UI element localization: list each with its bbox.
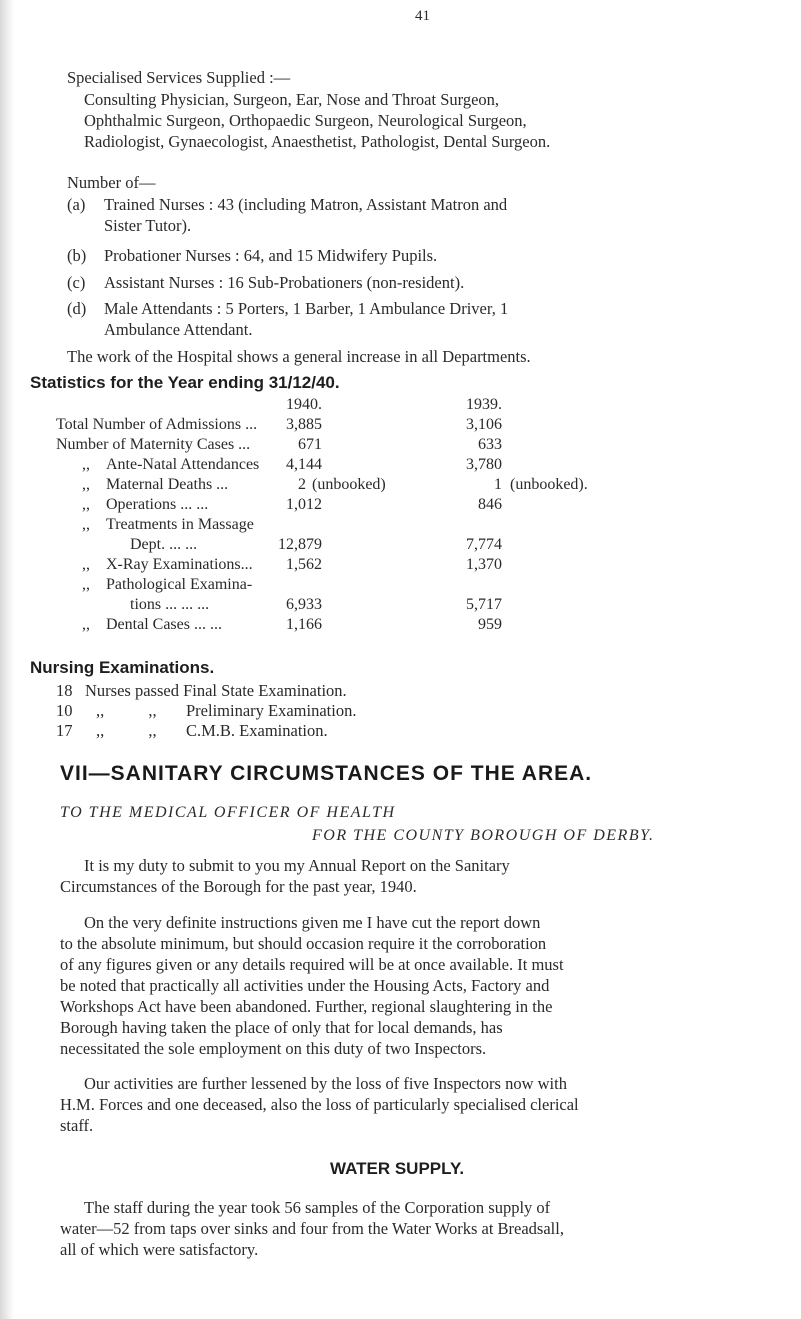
row-label: Operations ... ... [106, 496, 209, 513]
para2-line-5: Workshops Act have been abandoned. Further, regional slaughtering in the [60, 997, 553, 1016]
value-1939-note: (unbooked). [510, 476, 588, 493]
staff-item-marker: (a) [67, 195, 86, 214]
staff-item-text: Male Attendants : 5 Porters, 1 Barber, 1 Ambulance Driver, 1 [104, 299, 509, 318]
row-label: Total Number of Admissions ... [56, 416, 258, 433]
row-label: Number of Maternity Cases ... [56, 436, 251, 453]
water-line-3: all of which were satisfactory. [60, 1240, 259, 1259]
col-header-1939: 1939. [466, 396, 502, 413]
para2-line-7: necessitated the sole employment on this duty of two Inspectors. [60, 1039, 487, 1058]
row-label: Ante-Natal Attendances [106, 456, 260, 473]
ditto-mark: ,, [82, 616, 90, 633]
specialised-intro: Specialised Services Supplied :— [67, 68, 291, 87]
row-label: X-Ray Examinations... [106, 556, 253, 573]
value-1939: 1 [494, 476, 502, 493]
para2-line-2: to the absolute minimum, but should occasion require it the corroboration [60, 934, 547, 953]
ditto-mark: ,, [82, 476, 90, 493]
exam-count: 10 [56, 701, 73, 720]
staff-item-text-cont: Ambulance Attendant. [104, 320, 253, 339]
exam-line-cmb [56, 721, 328, 740]
page-number: 41 [415, 8, 430, 24]
para3-line-2: H.M. Forces and one deceased, also the loss of particularly specialised clerical [60, 1095, 579, 1114]
specialised-line-2: Ophthalmic Surgeon, Orthopaedic Surgeon, Neurological Surgeon, [84, 111, 527, 130]
row-label: Pathological Examina- [106, 576, 253, 593]
value-1939: 846 [478, 496, 502, 513]
para2-line-4: be noted that practically all activities under the Housing Acts, Factory and [60, 976, 550, 995]
statistics-heading: Statistics for the Year ending 31/12/40. [30, 373, 340, 392]
staff-item-text: Probationer Nurses : 64, and 15 Midwifery Pupils. [104, 246, 438, 265]
value-1940: 1,012 [286, 496, 322, 513]
value-1939: 3,106 [466, 416, 502, 433]
ditto-mark: ,, ,, [96, 701, 157, 720]
section-heading: VII—SANITARY CIRCUMSTANCES OF THE AREA. [60, 762, 593, 785]
value-1940: 3,885 [286, 416, 322, 433]
nursing-heading: Nursing Examinations. [30, 658, 215, 677]
ditto-mark: ,, [82, 456, 90, 473]
value-1940: 6,933 [286, 596, 322, 613]
address-line-2: FOR THE COUNTY BOROUGH OF DERBY. [312, 827, 655, 844]
binding-edge [0, 0, 14, 1319]
water-line-2: water—52 from taps over sinks and four from the Water Works at Breadsall, [60, 1219, 564, 1238]
value-1940: 2 [298, 476, 306, 493]
staff-item-text-cont: Sister Tutor). [104, 216, 192, 235]
staff-item-marker: (b) [67, 246, 87, 265]
row-label-cont: Dept. ... ... [130, 536, 198, 553]
value-1939: 3,780 [466, 456, 502, 473]
exam-line-preliminary [56, 701, 357, 720]
specialised-line-1: Consulting Physician, Surgeon, Ear, Nose and Throat Surgeon, [84, 90, 500, 109]
exam-text: Nurses passed Final State Examination. [85, 681, 347, 700]
para3-line-1: Our activities are further lessened by the loss of five Inspectors now with [84, 1074, 567, 1093]
para1-line-1: It is my duty to submit to you my Annual Report on the Sanitary [84, 856, 510, 875]
staff-heading: Number of— [67, 173, 156, 192]
water-heading: WATER SUPPLY. [330, 1159, 465, 1178]
staff-item-marker: (c) [67, 273, 86, 292]
para2-line-6: Borough having taken the place of only that for local demands, has [60, 1018, 503, 1037]
ditto-mark: ,, [82, 516, 90, 533]
staff-item-marker: (d) [67, 299, 87, 318]
staff-item-text: Trained Nurses : 43 (including Matron, Assistant Matron and [104, 195, 508, 214]
value-1940: 4,144 [286, 456, 322, 473]
row-label: Maternal Deaths ... [106, 476, 229, 493]
value-1940: 12,879 [278, 536, 322, 553]
specialised-line-3: Radiologist, Gynaecologist, Anaesthetist, Pathologist, Dental Surgeon. [84, 132, 551, 151]
ditto-mark: ,, [82, 556, 90, 573]
exam-count: 17 [56, 721, 73, 740]
water-line-1: The staff during the year took 56 samples of the Corporation supply of [84, 1198, 551, 1217]
value-1939: 633 [478, 436, 502, 453]
value-1939: 5,717 [466, 596, 502, 613]
exam-text: Preliminary Examination. [186, 701, 357, 720]
ditto-mark: ,, [82, 576, 90, 593]
ditto-mark: ,, [82, 496, 90, 513]
para3-line-3: staff. [60, 1116, 94, 1135]
row-label: Dental Cases ... ... [106, 616, 222, 633]
staff-item-text: Assistant Nurses : 16 Sub-Probationers (non-resident). [104, 273, 465, 292]
exam-text: C.M.B. Examination. [186, 721, 328, 740]
exam-count: 18 [56, 681, 73, 700]
para2-line-3: of any figures given or any details required will be at once available. It must [60, 955, 564, 974]
value-1940: 1,166 [286, 616, 322, 633]
ditto-mark: ,, ,, [96, 721, 157, 740]
value-1940: 671 [298, 436, 322, 453]
row-label: Treatments in Massage [106, 516, 254, 533]
value-1939: 1,370 [466, 556, 502, 573]
value-1939: 959 [478, 616, 502, 633]
col-header-1940: 1940. [286, 396, 322, 413]
value-1939: 7,774 [466, 536, 502, 553]
row-label-cont: tions ... ... ... [130, 596, 210, 613]
value-1940-note: (unbooked) [312, 476, 386, 493]
address-line-1: TO THE MEDICAL OFFICER OF HEALTH [60, 804, 396, 821]
value-1940: 1,562 [286, 556, 322, 573]
para2-line-1: On the very definite instructions given me I have cut the report down [84, 913, 541, 932]
exam-line-final [56, 681, 347, 700]
para1-line-2: Circumstances of the Borough for the past year, 1940. [60, 877, 417, 896]
hospital-work-note: The work of the Hospital shows a general increase in all Departments. [67, 347, 531, 366]
